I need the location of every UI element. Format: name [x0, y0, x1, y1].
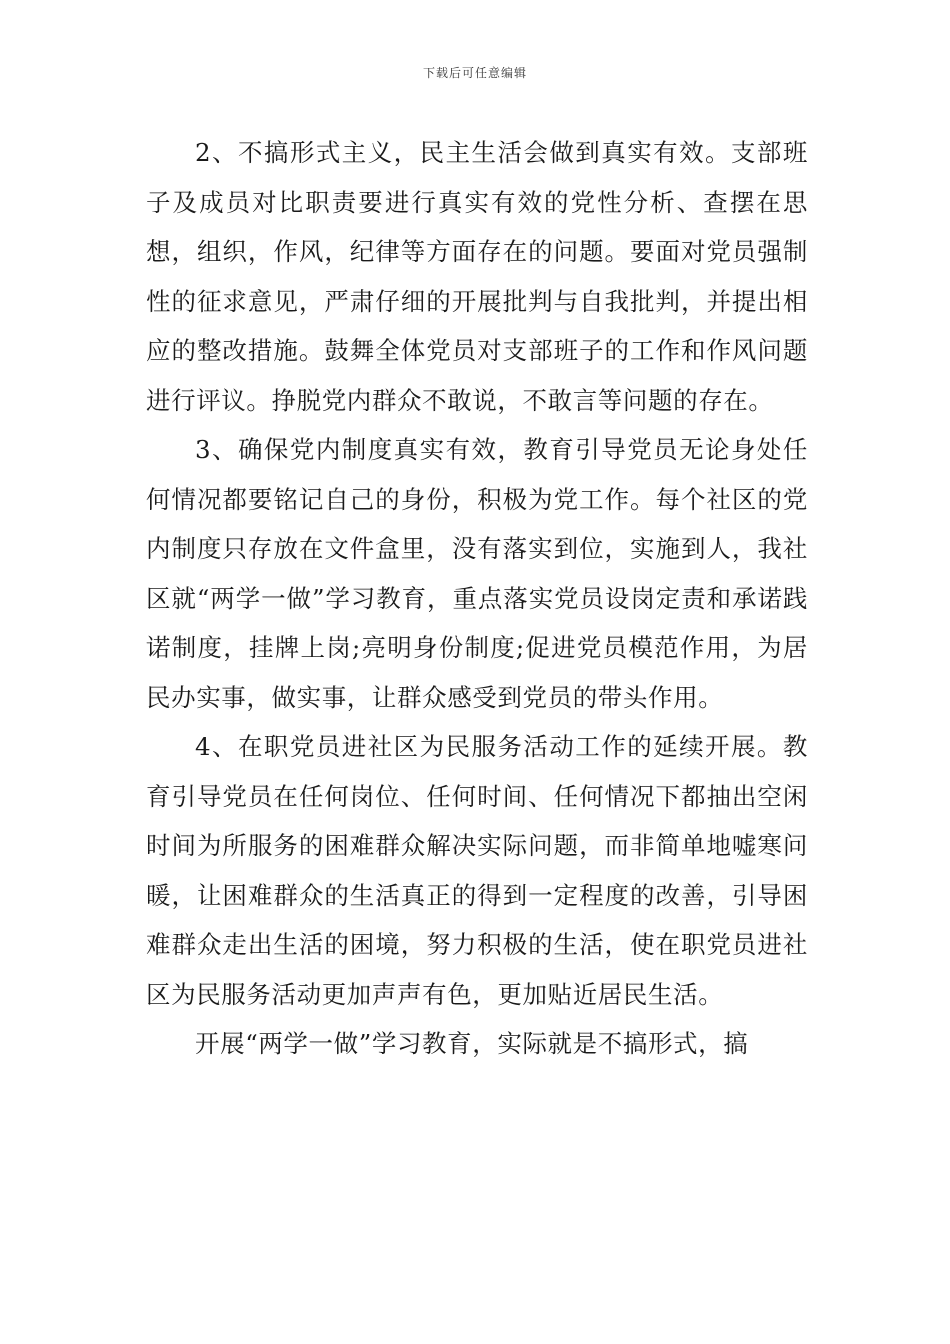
- paragraph-point-4: 4、在职党员进社区为民服务活动工作的延续开展。教育引导党员在任何岗位、任何时间、任何情况下都抽出空闲时间为所服务的困难群众解决实际问题，而非简单地嘘寒问暖，让困难群众的生活真正的得到一定程度的改善，引导困难群众走出生活的困境，努力积极的生活，使在职党员进社区为民服务活动更加声声有色，更加贴近居民生活。: [146, 732, 808, 1009]
- paragraph-point-3: 3、确保党内制度真实有效，教育引导党员无论身处任何情况都要铭记自己的身份，积极为党工作。每个社区的党内制度只存放在文件盒里，没有落实到位，实施到人，我社区就“两学一做”学习教育，重点落实党员设岗定责和承诺践诺制度，挂牌上岗;亮明身份制度;促进党员模范作用，为居民办实事，做实事，让群众感受到党员的带头作用。: [146, 435, 808, 712]
- paragraph-summary: 开展“两学一做”学习教育，实际就是不搞形式，搞: [195, 1029, 749, 1058]
- document-body: [146, 128, 808, 1069]
- paragraph-point-2: 2、不搞形式主义，民主生活会做到真实有效。支部班子及成员对比职责要进行真实有效的党性分析、查摆在思想，组织，作风，纪律等方面存在的问题。要面对党员强制性的征求意见，严肃仔细的开展批判与自我批判，并提出相应的整改措施。鼓舞全体党员对支部班子的工作和作风问题进行评议。挣脱党内群众不敢说，不敢言等问题的存在。: [146, 138, 808, 415]
- page-header: 下载后可任意编辑: [422, 66, 527, 80]
